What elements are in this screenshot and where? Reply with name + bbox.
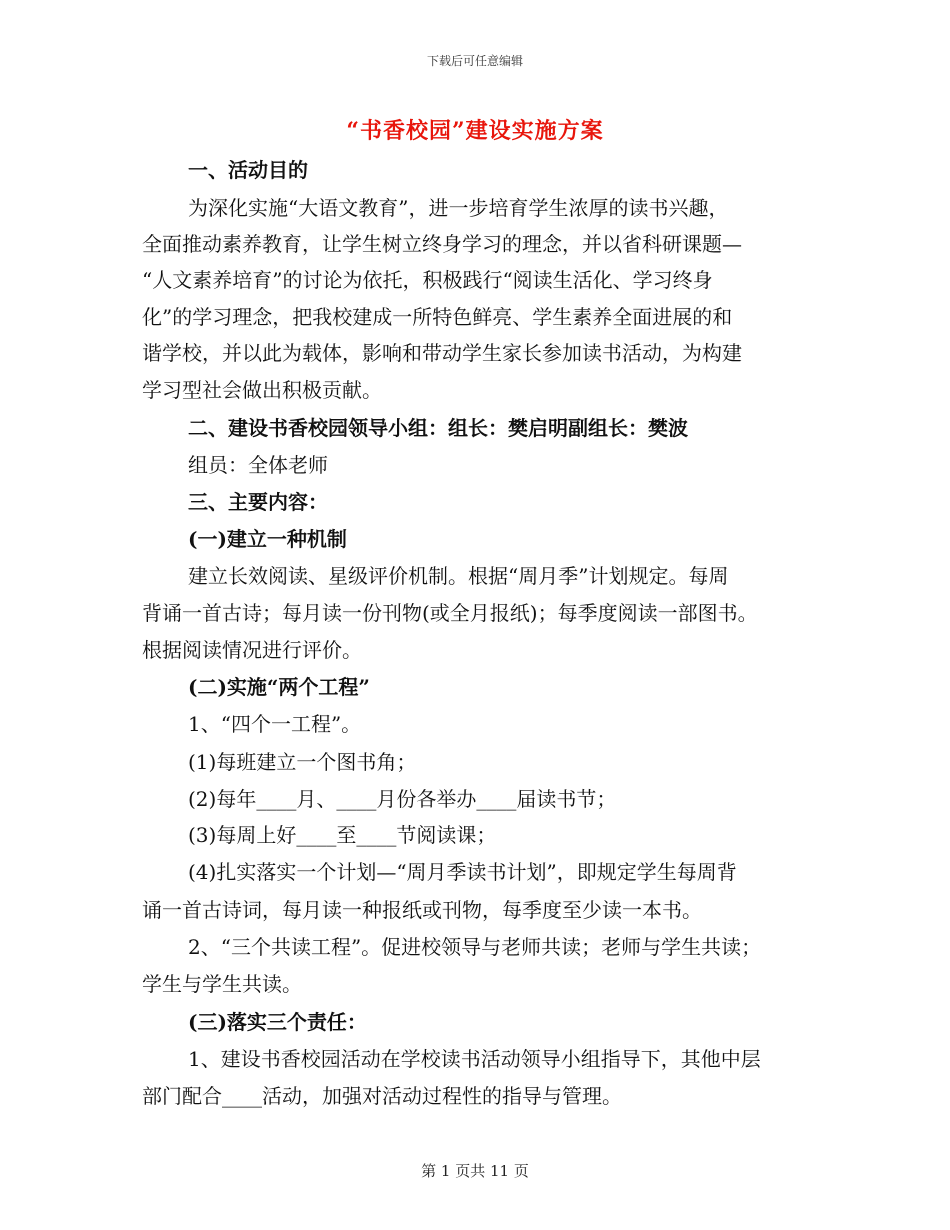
paragraph-line: 背诵一首古诗；每月读一份刊物(或全月报纸)；每季度阅读一部图书。 (142, 601, 758, 625)
paragraph-line: “人文素养培育”的讨论为依托，积极践行“阅读生活化、学习终身 (142, 268, 713, 292)
paragraph-line: 谐学校，并以此为载体，影响和带动学生家长参加读书活动，为构建 (142, 341, 742, 365)
paragraph-line: 根据阅读情况进行评价。 (142, 638, 362, 662)
list-item: 1、建设书香校园活动在学校读书活动领导小组指导下，其他中层 (188, 1047, 761, 1071)
paragraph-line: 组员：全体老师 (188, 453, 328, 477)
paragraph-line: 全面推动素养教育，让学生树立终身学习的理念，并以省科研课题— (142, 232, 742, 256)
paragraph-line: 部门配合____活动，加强对活动过程性的指导与管理。 (142, 1084, 622, 1108)
subsection-heading: (一)建立一种机制 (188, 527, 347, 551)
section-heading: 二、建设书香校园领导小组：组长：樊启明副组长：樊波 (188, 416, 688, 440)
list-item: (2)每年____月、____月份各举办____届读书节； (188, 787, 617, 811)
paragraph-line: 学习型社会做出积极贡献。 (142, 378, 382, 402)
paragraph-line: 学生与学生共读。 (142, 972, 302, 996)
subsection-heading: (二)实施“两个工程” (188, 675, 370, 699)
list-item: (1)每班建立一个图书角； (188, 750, 417, 774)
list-item: 2、“三个共读工程”。促进校领导与老师共读；老师与学生共读； (188, 935, 762, 959)
list-item: (3)每周上好____至____节阅读课； (188, 823, 497, 847)
list-item: 1、“四个一工程”。 (188, 712, 362, 736)
paragraph-line: 为深化实施“大语文教育”，进一步培育学生浓厚的读书兴趣， (188, 196, 729, 220)
section-heading: 三、主要内容： (188, 490, 328, 514)
paragraph-line: 诵一首古诗词，每月读一种报纸或刊物，每季度至少读一本书。 (142, 898, 702, 922)
page-number-footer: 第 1 页共 11 页 (421, 1162, 529, 1180)
document-title: “书香校园”建设实施方案 (346, 118, 604, 144)
paragraph-line: 建立长效阅读、星级评价机制。根据“周月季”计划规定。每周 (188, 564, 729, 588)
subsection-heading: (三)落实三个责任： (188, 1010, 367, 1034)
paragraph-line: 化”的学习理念，把我校建成一所特色鲜亮、学生素养全面进展的和 (142, 305, 733, 329)
section-heading: 一、活动目的 (188, 158, 308, 182)
header-note: 下载后可任意编辑 (426, 54, 523, 68)
list-item: (4)扎实落实一个计划—“周月季读书计划”，即规定学生每周背 (188, 860, 737, 884)
